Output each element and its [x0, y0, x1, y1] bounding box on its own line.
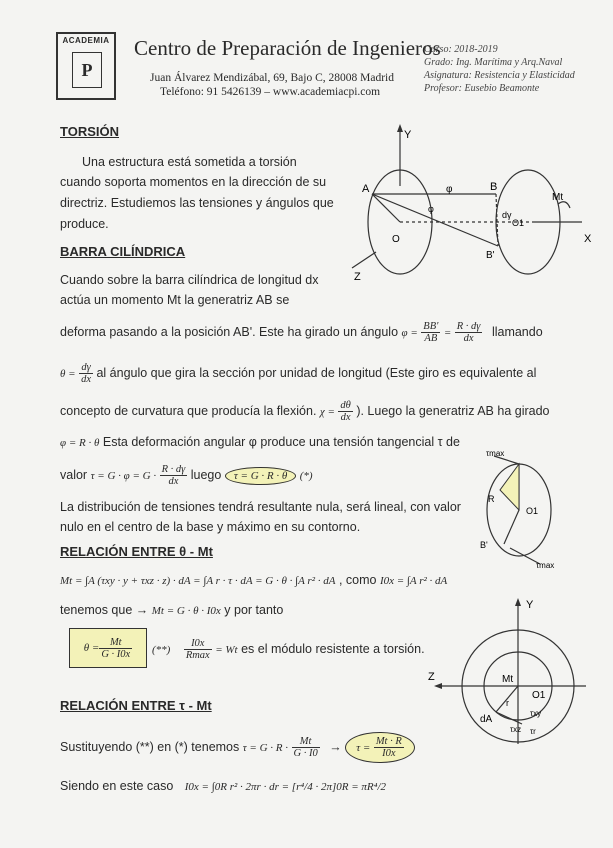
frac-tau-num: R · dγ: [161, 464, 186, 475]
frac-tau-val: [160, 464, 188, 487]
frac-rdg-num: R · dγ: [456, 321, 481, 332]
frac-rdg-den: dx: [463, 333, 474, 344]
frac-dtheta-num: dθ: [340, 400, 351, 411]
io-calc-line: [60, 778, 386, 795]
frac-wt-num: I0x: [184, 638, 212, 650]
eq-mt-integral: Mt = ∫A (τxy · y + τxz · z) · dA = ∫A r · τ · dA = G · θ · ∫A r² · dA: [60, 575, 336, 587]
relacion-siendo: Siendo en este caso: [60, 779, 174, 793]
barra-line-1: Cuando sobre la barra cilíndrica de longitud dx: [60, 273, 319, 287]
torsion-line-3: directriz. Estudiemos las tensiones y ángulos que: [60, 196, 334, 210]
header-subject: Asignatura: Resistencia y Elasticidad: [424, 70, 575, 81]
frac-theta-box-den: G · I0x: [101, 648, 131, 660]
fig2-tmax2-label: τmax: [536, 561, 555, 570]
generatrix-ab-prime: [372, 194, 498, 246]
z-arrowhead: [434, 683, 442, 689]
torsion-line-2: cuando soporta momentos en la dirección de su: [60, 175, 327, 189]
eq-dstar: (**): [152, 643, 171, 656]
eq-io-def: I0x = ∫A r² · dA: [379, 575, 448, 587]
fig1-z-label: Z: [354, 271, 361, 283]
eq-theta-box-lhs: θ =: [83, 642, 100, 654]
fig3-txz-label: τxz: [510, 725, 522, 734]
eq-mt-result: Mt = G · θ · I0x: [151, 605, 221, 617]
heading-barra: BARRA CILÍNDRICA: [60, 244, 186, 259]
eq-chi: χ =: [319, 405, 335, 418]
header-degree: Grado: Ing. Marítima y Arq.Naval: [424, 57, 563, 68]
fig2-r-label: R: [488, 494, 495, 504]
relacion-modulo: es el módulo resistente a torsión.: [241, 641, 425, 656]
fig3-o1-label: O1: [532, 690, 546, 701]
torsion-line-4: produce.: [60, 217, 109, 231]
header-professor: Profesor: Eusebio Beamonte: [424, 83, 540, 94]
frac-tau-den: dx: [168, 476, 179, 487]
radius-line-2: [504, 510, 519, 544]
header-address: Juan Álvarez Mendizábal, 69, Bajo C, 28008 Madrid: [150, 72, 394, 84]
academy-logo: [56, 32, 116, 100]
eq-star: (*): [299, 469, 313, 482]
eq-phi-rtheta: φ = R · θ: [60, 437, 100, 449]
wt-line: [152, 638, 425, 661]
fig3-tr-label: τr: [530, 727, 536, 736]
frac-dg-dx: [79, 362, 93, 385]
barra-line-8: La distribución de tensiones tendrá resultante nula, será lineal, con valor: [60, 500, 461, 514]
fig1-a-label: A: [362, 183, 370, 195]
fig1-y-label: Y: [404, 129, 412, 141]
frac-ab-den: AB: [424, 333, 438, 344]
relacion-tenemos: tenemos que →: [60, 603, 149, 617]
barra-line-7: [60, 464, 313, 487]
tau-final-boxed: [345, 732, 415, 763]
barra-line-9: nulo en el centro de la base y máximo en su contorno.: [60, 520, 361, 534]
frac-dg-den: dx: [81, 374, 91, 385]
radius-oa: [372, 194, 400, 222]
fig2-o1-label: O1: [526, 506, 539, 516]
fig1-x-label: X: [584, 233, 592, 245]
fig1-o-label: O: [392, 234, 400, 245]
frac-bb-ab: [421, 321, 440, 344]
eq-io-calc: I0x = ∫0R r² · 2πr · dr = [r⁴/4 · 2π]0R = πR⁴/2: [184, 781, 387, 793]
fig1-b-label: B: [490, 181, 498, 193]
heading-relacion-tau: RELACIÓN ENTRE τ - Mt: [60, 698, 212, 713]
fig1-gamma-label: dγ: [502, 210, 512, 220]
theta-boxed-equation: [69, 628, 147, 668]
eq-phi: φ =: [401, 326, 418, 339]
relacion-portanto: y por tanto: [224, 603, 284, 617]
relacion-sust: Sustituyendo (**) en (*) tenemos: [60, 739, 240, 754]
frac-bb-num: BB': [423, 321, 439, 332]
fig2-tmax-label: τmax: [486, 449, 505, 458]
eq-tau-sub: τ = G · R ·: [242, 741, 289, 754]
fig1-o1-label: O1: [512, 218, 525, 228]
frac-wt: [184, 638, 212, 661]
figure-tension-distribution: [474, 448, 564, 572]
torsion-line-1: Una estructura está sometida a torsión: [82, 155, 297, 169]
fig3-y-label: Y: [526, 599, 534, 611]
barra-line-2: actúa un momento Mt la generatriz AB se: [60, 293, 290, 307]
barra-line-5b: ). Luego la generatriz AB ha girado: [356, 403, 550, 418]
mt-result-line: [60, 602, 283, 619]
eq-tau-val: τ = G · φ = G ·: [90, 469, 157, 482]
fig3-mt-label: Mt: [502, 674, 514, 685]
frac-tau-sub-num: Mt: [292, 736, 320, 748]
barra-line-5: [60, 400, 550, 423]
figure-cross-section: [426, 594, 596, 754]
frac-tau-final: [374, 736, 404, 759]
frac-theta-box: [99, 637, 132, 660]
frac-dtheta-den: dx: [340, 412, 351, 423]
fig3-z-label: Z: [428, 671, 435, 683]
heading-relacion-theta: RELACIÓN ENTRE θ - Mt: [60, 544, 213, 559]
tau-sub-line: Sustituyendo (**) en (*) tenemos τ = G · R · $\frac{Mt}{G \cdot I0}$ → τ = $\frac{Mt \cdot R}{I0x}$: [60, 732, 415, 763]
frac-tau-sub: [292, 736, 320, 759]
mt-integral-line: [60, 572, 447, 589]
header-phone: Teléfono: 91 5426139 – www.academiacpi.com: [160, 86, 381, 98]
fig1-mt-label: Mt: [552, 192, 564, 203]
frac-wt-den: Rmax: [185, 650, 210, 661]
z-axis-line: [352, 252, 376, 268]
heading-torsion: TORSIÓN: [60, 124, 119, 139]
frac-tau-final-den: I0x: [382, 748, 396, 759]
barra-line-6: [60, 434, 460, 451]
barra-line-3a: deforma pasando a la posición AB'. Este ha girado un ángulo: [60, 324, 399, 339]
barra-line-4: [60, 362, 536, 385]
eq-wt-rhs: = Wt: [215, 643, 238, 656]
fig1-phi2-label: φ: [428, 204, 434, 214]
barra-line-3b: llamando: [491, 324, 543, 339]
header-title: Centro de Preparación de Ingenieros: [134, 36, 441, 60]
y-axis-arrowhead: [397, 124, 403, 132]
eq-theta: θ =: [60, 367, 76, 380]
fig1-bp-label: B': [486, 250, 495, 261]
frac-tau-sub-den: G · I0: [293, 748, 318, 759]
frac-dg-num: dγ: [79, 362, 93, 374]
frac-rdg-dx: [455, 321, 483, 344]
barra-line-5a: concepto de curvatura que producía la flexión.: [60, 403, 317, 418]
fig3-da-label: dA: [480, 714, 493, 725]
barra-line-7a: valor: [60, 467, 88, 482]
eq-tau-final-lhs: τ =: [356, 741, 371, 754]
frac-tau-final-num: Mt · R: [375, 736, 402, 747]
y-arrowhead: [515, 598, 521, 606]
eq-tau-boxed: τ = G · R · θ: [225, 467, 296, 485]
relacion-como: , como: [338, 573, 377, 587]
barra-line-7b: luego: [190, 467, 222, 482]
barra-line-3: deforma pasando a la posición AB'. Este ha girado un ángulo φ = $\frac{BB'}{AB}$ = $\frac{R \cdot d\gamma}{dx}$ llamando: [60, 321, 543, 344]
fig2-bp-label: B': [480, 540, 488, 550]
fig3-txy-label: τxy: [530, 709, 542, 718]
barra-line-4-text: al ángulo que gira la sección por unidad de longitud (Este giro es equivalente al: [96, 365, 537, 380]
fig1-phi-label: φ: [446, 184, 453, 195]
header-course: Curso: 2018-2019: [424, 44, 498, 55]
figure-bar-torsion: [336, 122, 598, 288]
frac-theta-box-num: Mt: [99, 637, 132, 649]
logo-letter: P: [72, 52, 102, 88]
frac-dtheta-dx: [338, 400, 352, 423]
fig3-r-label: r: [506, 698, 509, 708]
logo-text: ACADEMIA: [62, 36, 110, 45]
barra-line-6-text: Esta deformación angular φ produce una tensión tangencial τ de: [102, 435, 460, 449]
